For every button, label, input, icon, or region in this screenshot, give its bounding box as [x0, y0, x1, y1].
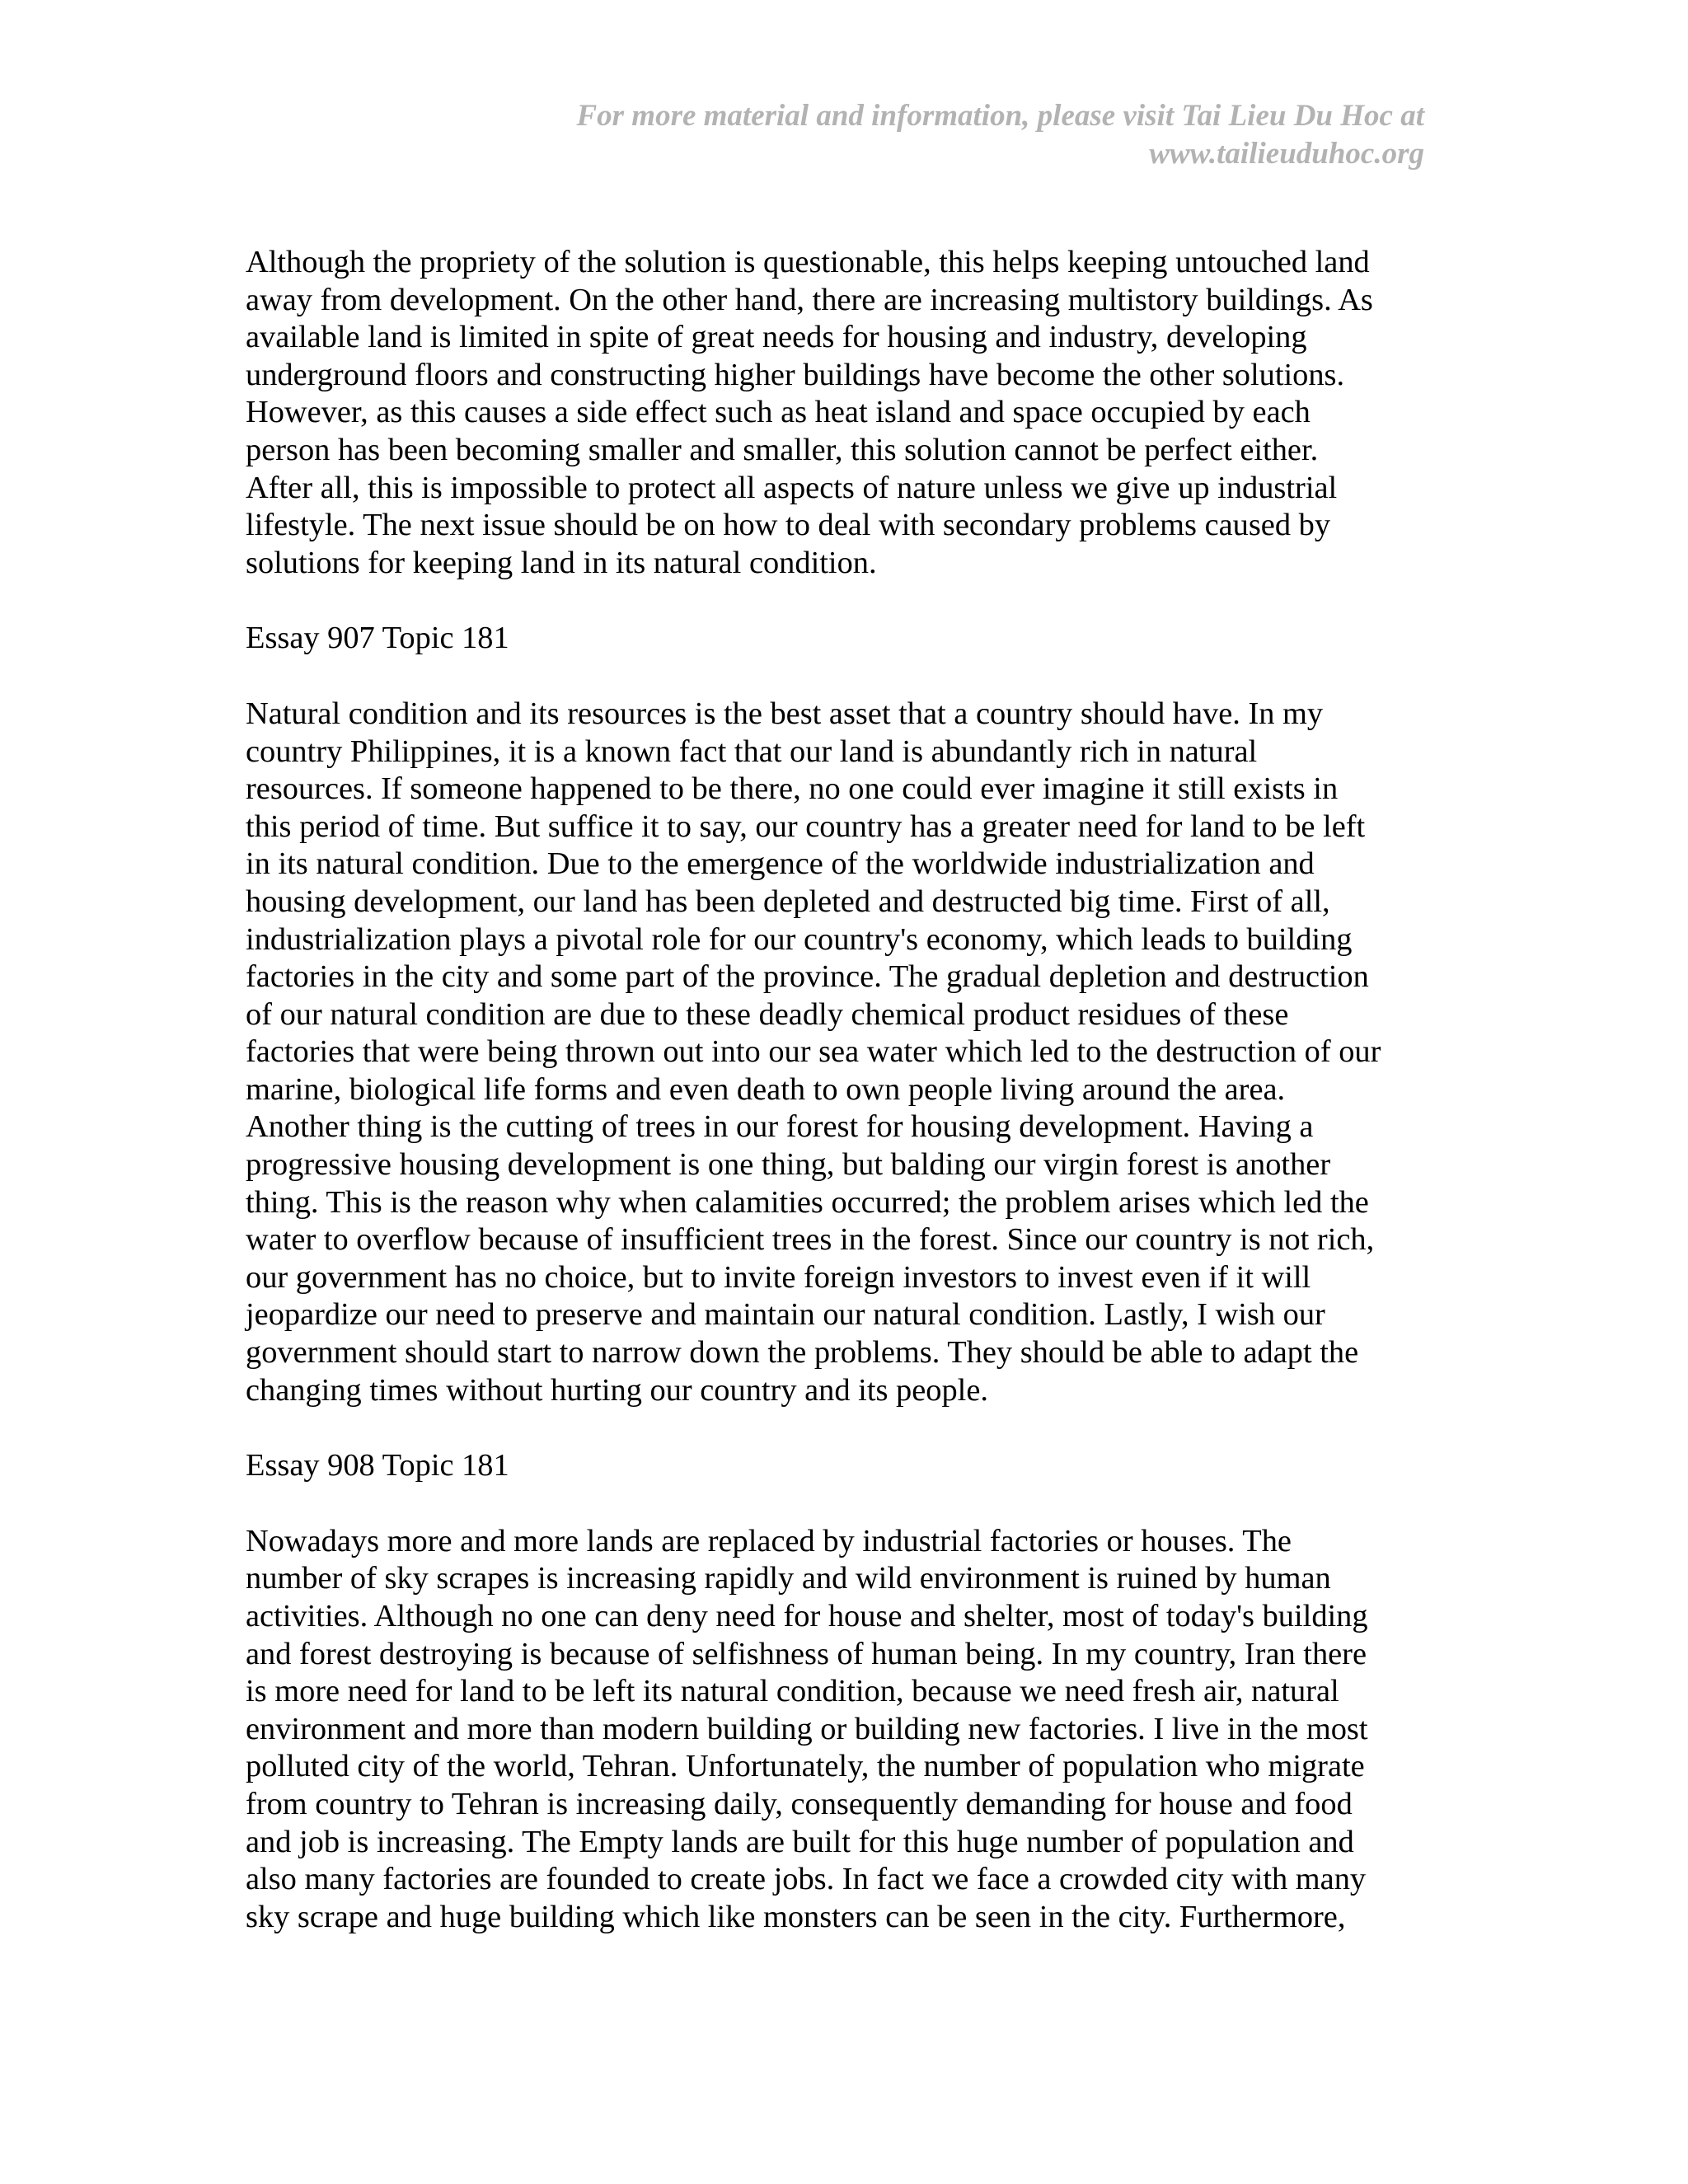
text-line: our government has no choice, but to invite foreign investors to invest even if it will — [246, 1259, 1311, 1295]
header-line-1: For more material and information, please visit Tai Lieu Du Hoc at — [576, 99, 1424, 133]
text-line: housing development, our land has been depleted and destructed big time. First of all, — [246, 883, 1330, 919]
text-line: underground floors and constructing higher buildings have become the other solutions. — [246, 357, 1345, 392]
text-line: is more need for land to be left its natural condition, because we need fresh air, natural — [246, 1674, 1339, 1709]
text-line: lifestyle. The next issue should be on how to deal with secondary problems caused by — [246, 508, 1331, 543]
page-header — [576, 97, 1424, 173]
text-line: away from development. On the other hand, there are increasing multistory buildings. As — [246, 282, 1373, 317]
text-line: resources. If someone happened to be there, no one could ever imagine it still exists in — [246, 771, 1339, 807]
text-line: industrialization plays a pivotal role for our country's economy, which leads to building — [246, 921, 1353, 957]
text-line: polluted city of the world, Tehran. Unfortunately, the number of population who migrate — [246, 1749, 1365, 1784]
text-line: in its natural condition. Due to the emergence of the worldwide industrialization and — [246, 846, 1315, 882]
text-line: available land is limited in spite of great needs for housing and industry, developing — [246, 320, 1307, 355]
text-line: However, as this causes a side effect such as heat island and space occupied by each — [246, 395, 1311, 430]
document-body — [246, 244, 1424, 1936]
paragraph-2 — [246, 696, 1424, 1409]
paragraph-3 — [246, 1523, 1424, 1937]
text-line: of our natural condition are due to these deadly chemical product residues of these — [246, 996, 1289, 1032]
text-line: Another thing is the cutting of trees in our forest for housing development. Having a — [246, 1109, 1314, 1145]
text-line: changing times without hurting our country and its people. — [246, 1372, 988, 1408]
essay-heading-908: Essay 908 Topic 181 — [246, 1448, 509, 1483]
text-line: government should start to narrow down the problems. They should be able to adapt the — [246, 1335, 1359, 1371]
text-line: Nowadays more and more lands are replaced by industrial factories or houses. The — [246, 1523, 1292, 1558]
text-line: and job is increasing. The Empty lands are built for this huge number of population and — [246, 1824, 1354, 1859]
text-line: Natural condition and its resources is the best asset that a country should have. In my — [246, 696, 1324, 731]
text-line: this period of time. But suffice it to say, our country has a greater need for land to be left — [246, 808, 1366, 844]
text-line: country Philippines, it is a known fact that our land is abundantly rich in natural — [246, 733, 1258, 769]
text-line: solutions for keeping land in its natural condition. — [246, 545, 877, 580]
text-line: person has been becoming smaller and smaller, this solution cannot be perfect either. — [246, 432, 1319, 467]
text-line: progressive housing development is one thing, but balding our virgin forest is another — [246, 1147, 1331, 1183]
text-line: also many factories are founded to create jobs. In fact we face a crowded city with many — [246, 1862, 1367, 1897]
text-line: from country to Tehran is increasing daily, consequently demanding for house and food — [246, 1786, 1353, 1821]
paragraph-1 — [246, 244, 1424, 582]
header-url: www.tailieuduhoc.org — [1149, 137, 1424, 171]
text-line: water to overflow because of insufficient trees in the forest. Since our country is not rich, — [246, 1222, 1375, 1258]
text-line: Although the propriety of the solution is questionable, this helps keeping untouched land — [246, 245, 1370, 279]
text-line: activities. Although no one can deny need for house and shelter, most of today's building — [246, 1599, 1368, 1633]
text-line: sky scrape and huge building which like monsters can be seen in the city. Furthermore, — [246, 1899, 1346, 1934]
text-line: number of sky scrapes is increasing rapidly and wild environment is ruined by human — [246, 1561, 1331, 1596]
text-line: factories that were being thrown out into our sea water which led to the destruction of our — [246, 1034, 1381, 1070]
text-line: and forest destroying is because of selfishness of human being. In my country, Iran there — [246, 1636, 1367, 1671]
text-line: marine, biological life forms and even death to own people living around the area. — [246, 1071, 1286, 1107]
text-line: environment and more than modern building or building new factories. I live in the most — [246, 1711, 1368, 1746]
essay-heading-907: Essay 907 Topic 181 — [246, 621, 509, 656]
text-line: thing. This is the reason why when calamities occurred; the problem arises which led the — [246, 1184, 1369, 1220]
text-line: jeopardize our need to preserve and maintain our natural condition. Lastly, I wish our — [246, 1297, 1325, 1333]
text-line: After all, this is impossible to protect all aspects of nature unless we give up industrial — [246, 470, 1338, 505]
text-line: factories in the city and some part of the province. The gradual depletion and destruction — [246, 959, 1369, 995]
